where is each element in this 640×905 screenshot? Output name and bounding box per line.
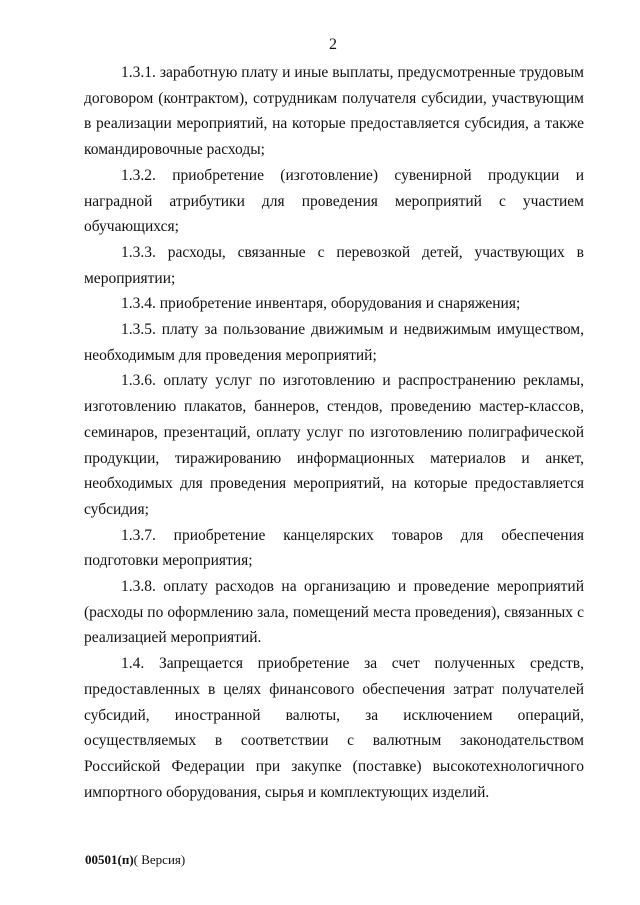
document-body	[84, 60, 584, 805]
paragraph-1-3-5: 1.3.5. плату за пользование движимым и недвижимым имуществом, необходимым для проведения мероприятий;	[84, 321, 584, 364]
paragraph-1-3-6: 1.3.6. оплату услуг по изготовлению и распространению рекламы, изготовлению плакатов, баннеров, стендов, проведению мастер-классов, семинаров, презентаций, оплату услуг по изготовлению полиграфической продукции, тиражированию информационных материалов и анкет, необходимых для проведения мероприятий, на которые предоставляется субсидия;	[84, 372, 584, 518]
footer-version: ( Версия)	[133, 852, 186, 867]
paragraph-1-3-7: 1.3.7. приобретение канцелярских товаров для обеспечения подготовки мероприятия;	[84, 526, 584, 570]
paragraph-1-3-3: 1.3.3. расходы, связанные с перевозкой детей, участвующих в мероприятии;	[84, 243, 584, 287]
paragraph-1-4: 1.4. Запрещается приобретение за счет полученных средств, предоставленных в целях финансового обеспечения затрат получателей субсидий, иностранной валюты, за исключением операций, осуществляемых в соответствии с валютным законодательством Российской Федерации при закупке (поставке) высокотехнологичного импортного оборудования, сырья и комплектующих изделий.	[84, 655, 584, 801]
document-footer	[85, 852, 185, 868]
paragraph-1-3-2: 1.3.2. приобретение (изготовление) сувенирной продукции и наградной атрибутики для проведения мероприятий с участием обучающихся;	[84, 166, 584, 236]
footer-code: 00501(п)	[85, 852, 134, 867]
paragraph-1-3-1: 1.3.1. заработную плату и иные выплаты, предусмотренные трудовым договором (контрактом), сотрудникам получателя субсидии, участвующим в реализации мероприятий, на которые предоставляется субсидия, а также командировочные расходы;	[84, 64, 584, 159]
paragraph-1-3-4: 1.3.4. приобретение инвентаря, оборудования и снаряжения;	[121, 295, 521, 313]
page-number: 2	[329, 36, 337, 53]
paragraph-1-3-8: 1.3.8. оплату расходов на организацию и проведение мероприятий (расходы по оформлению зала, помещений места проведения), связанных с реализацией мероприятий.	[84, 578, 584, 647]
